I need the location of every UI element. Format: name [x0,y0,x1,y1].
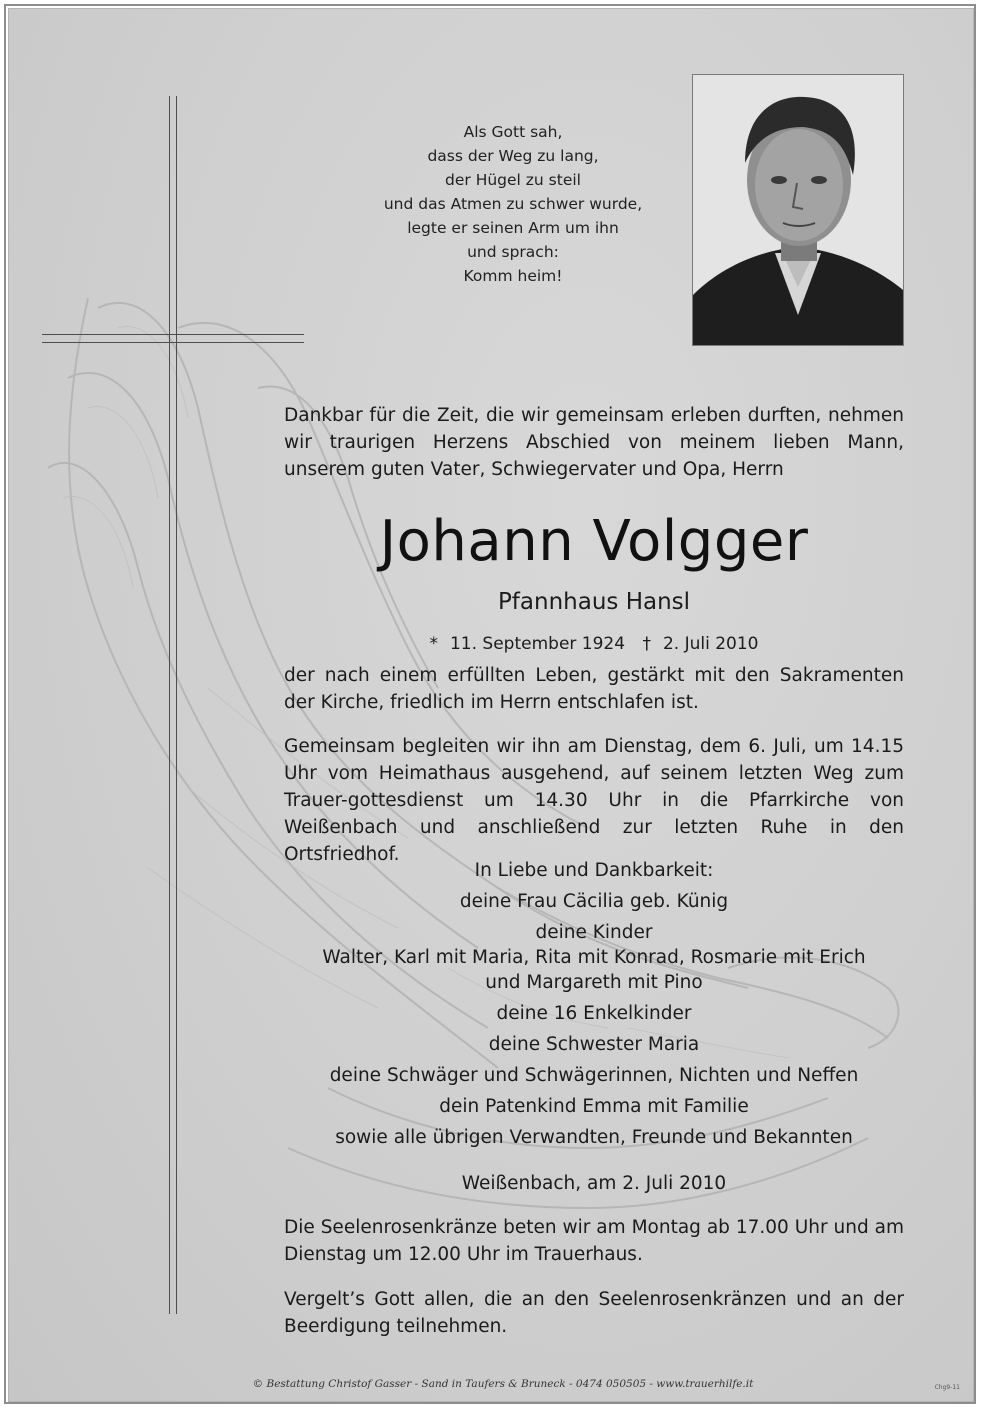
cross-vertical-line [169,96,170,1314]
poem-line: Komm heim! [463,267,563,285]
portrait-photo [692,74,904,346]
cross-horizontal-line [42,342,304,343]
poem-line: legte er seinen Arm um ihn [407,219,619,237]
mourner-children-heading: deine Kinder [535,922,653,943]
mourner-children: Walter, Karl mit Maria, Rita mit Konrad, Rosmarie mit Erich [322,947,866,968]
mourner-godchild: dein Patenkind Emma mit Familie [439,1096,749,1117]
rosary-text: Die Seelenrosenkränze beten wir am Montag ab 17.00 Uhr und am Dienstag um 12.00 Uhr im Trauerhaus. [284,1217,904,1265]
thanks-text: Vergelt’s Gott allen, die an den Seelenrosenkränzen und an der Beerdigung teilnehmen. [284,1289,904,1337]
mourners-list [284,858,904,1150]
deceased-name: Johann Volgger [379,509,809,574]
mourner-children: und Margareth mit Pino [485,972,703,993]
poem [343,120,683,288]
death-date: 2. Juli 2010 [662,634,759,654]
obituary-card [8,8,974,1402]
death-symbol: † [642,634,651,654]
poem-line: der Hügel zu steil [445,171,581,189]
mourners-heading: In Liebe und Dankbarkeit: [474,860,714,881]
cross-vertical-line [176,96,177,1314]
mourner-others: sowie alle übrigen Verwandten, Freunde und Bekannten [335,1127,853,1148]
birth-symbol: * [429,634,438,654]
footer-credit: © Bestattung Christof Gasser - Sand in Taufers & Bruneck - 0474 050505 - www.trauerhilfe.it [252,1378,754,1390]
poem-line: Als Gott sah, [463,123,563,141]
poem-line: und das Atmen zu schwer wurde, [383,195,643,213]
cross-horizontal-line [42,334,304,335]
funeral-text: Gemeinsam begleiten wir ihn am Dienstag, dem 6. Juli, um 14.15 Uhr vom Heimathaus ausgehend, auf seinem letzten Weg zum Trauer-gottesdienst um 14.30 Uhr in die Pfarrkirche von Weißenbach und anschließend zur letzten Ruhe in den Ortsfriedhof. [284,736,904,865]
poem-line: dass der Weg zu lang, [427,147,599,165]
passing-text: der nach einem erfüllten Leben, gestärkt mit den Sakramenten der Kirche, friedlich im Herrn entschlafen ist. [284,665,904,713]
mourner-inlaws: deine Schwäger und Schwägerinnen, Nichten und Neffen [329,1065,859,1086]
place-date: Weißenbach, am 2. Juli 2010 [461,1173,727,1194]
mourner-sister: deine Schwester Maria [488,1034,700,1055]
life-dates [284,631,904,657]
intro-text: Dankbar für die Zeit, die wir gemeinsam erleben durften, nehmen wir traurigen Herzens Abschied von meinem lieben Mann, unserem guten Vater, Schwiegervater und Opa, Herrn [284,405,904,480]
print-code: Chg9-11 [934,1384,960,1391]
mourner-grandchildren: deine 16 Enkelkinder [496,1003,692,1024]
birth-date: 11. September 1924 [449,634,626,654]
deceased-nickname: Pfannhaus Hansl [497,589,691,615]
mourner-wife: deine Frau Cäcilia geb. Künig [459,891,729,912]
poem-line: und sprach: [467,243,559,261]
